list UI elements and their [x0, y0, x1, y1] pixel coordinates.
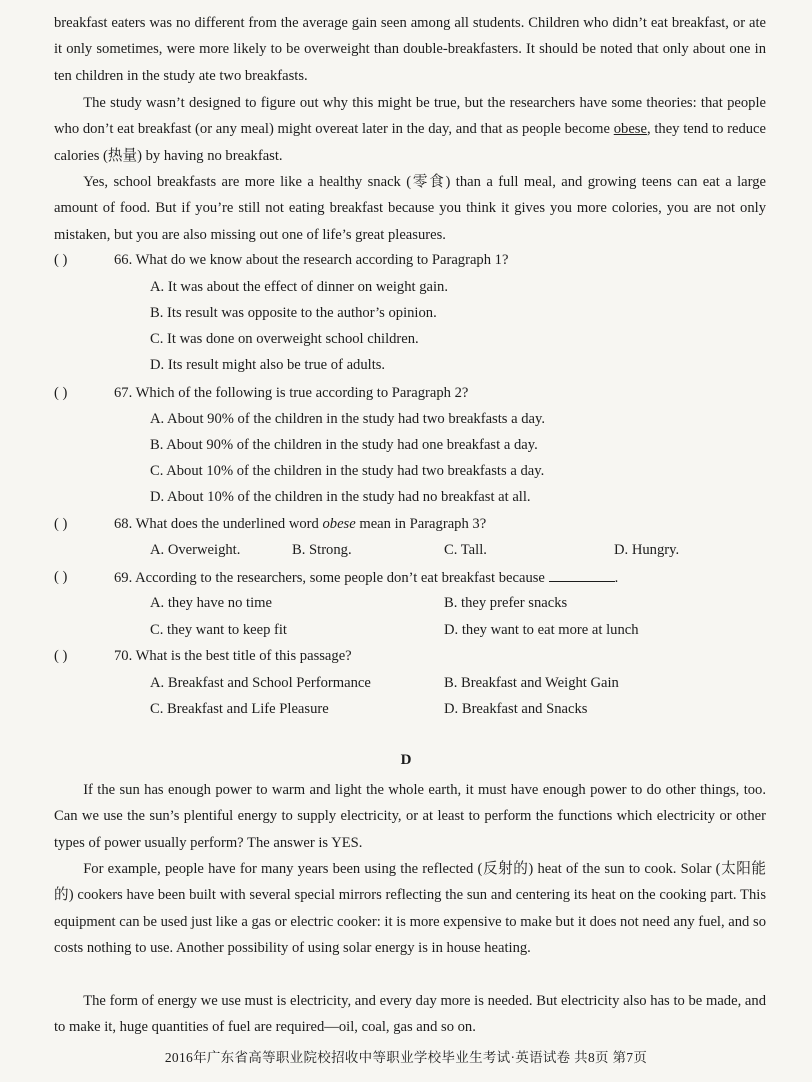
answer-blank[interactable]: ( ): [54, 516, 68, 532]
section-heading: D: [400, 752, 412, 768]
fill-blank: [549, 567, 615, 582]
passage-paragraph: The form of energy we use must is electricity, and every day more is needed. But electricity also has to be made, and to make it, huge quantities of fuel are required—oil, coal, gas and so on.: [54, 993, 766, 1036]
question-stem: 69. According to the researchers, some people don’t eat breakfast because .: [114, 567, 618, 588]
answer-blank[interactable]: ( ): [54, 569, 68, 585]
passage-paragraph: Yes, school breakfasts are more like a healthy snack (零食) than a full meal, and growing teens can eat a large amount of food. But if you’re still not eating breakfast because you think it gives you more colories, you are not only mistaken, but you are also missing out one of life’s great pleasures.: [54, 174, 766, 243]
passage-paragraph: breakfast eaters was no different from the average gain seen among all students. Children who didn’t eat breakfast, or ate it only sometimes, were more likely to be overweight than double-breakfasters. It should be noted that only about one in ten children in the study ate two breakfasts.: [54, 15, 766, 84]
option-b: B. Breakfast and Weight Gain: [444, 675, 619, 691]
option-a: A. they have no time: [150, 595, 272, 611]
option-d: D. they want to eat more at lunch: [444, 622, 639, 638]
option-d: D. Its result might also be true of adults.: [150, 357, 386, 373]
option-c: C. About 10% of the children in the study had two breakfasts a day.: [150, 463, 545, 479]
answer-blank[interactable]: ( ): [54, 385, 68, 401]
option-d: D. Breakfast and Snacks: [444, 701, 588, 717]
option-c: C. It was done on overweight school children.: [150, 331, 419, 347]
passage-paragraph: For example, people have for many years been using the reflected (反射的) heat of the sun to cook. Solar (太阳能的) cookers have been built with several special mirrors reflecting the sun and centering its heat on the cooking part. This equipment can be used just like a gas or electric cooker: it is more expensive to make but it does not need any fuel, and so costs nothing to use. Another possibility of using solar energy is in house heating.: [54, 861, 766, 957]
option-d: D. About 10% of the children in the study had no breakfast at all.: [150, 489, 531, 505]
option-d: D. Hungry.: [614, 542, 680, 558]
option-a: A. It was about the effect of dinner on weight gain.: [150, 279, 449, 295]
option-b: B. they prefer snacks: [444, 595, 568, 611]
question-stem: 66. What do we know about the research according to Paragraph 1?: [114, 252, 509, 268]
option-c: C. they want to keep fit: [150, 622, 287, 638]
passage-paragraph: The study wasn’t designed to figure out why this might be true, but the researchers have some theories: that people who don’t eat breakfast (or any meal) might overeat later in the day, and that as people become obese, they tend to reduce calories (热量) by having no breakfast.: [54, 95, 766, 164]
option-a: A. Overweight.: [150, 542, 241, 558]
answer-blank[interactable]: ( ): [54, 252, 68, 268]
option-a: A. Breakfast and School Performance: [150, 675, 371, 691]
answer-blank[interactable]: ( ): [54, 648, 68, 664]
option-b: B. Strong.: [292, 542, 352, 558]
passage-paragraph: If the sun has enough power to warm and light the whole earth, it must have enough power to do other things, too. Can we use the sun’s plentiful energy to supply electricity, or at least to perform the functions which electricity or other types of power usually perform? The answer is YES.: [54, 782, 766, 851]
option-a: A. About 90% of the children in the study had two breakfasts a day.: [150, 411, 546, 427]
option-c: C. Tall.: [444, 542, 487, 558]
question-stem: 67. Which of the following is true according to Paragraph 2?: [114, 385, 469, 401]
page-footer: 2016年广东省高等职业院校招收中等职业学校毕业生考试·英语试卷 共8页 第7页: [164, 1050, 648, 1065]
option-b: B. Its result was opposite to the author’s opinion.: [150, 305, 437, 321]
option-c: C. Breakfast and Life Pleasure: [150, 701, 329, 717]
question-stem: 68. What does the underlined word obese mean in Paragraph 3?: [114, 516, 487, 532]
question-stem: 70. What is the best title of this passage?: [114, 648, 352, 664]
underlined-word: obese: [613, 121, 647, 138]
option-b: B. About 90% of the children in the study had one breakfast a day.: [150, 437, 538, 453]
